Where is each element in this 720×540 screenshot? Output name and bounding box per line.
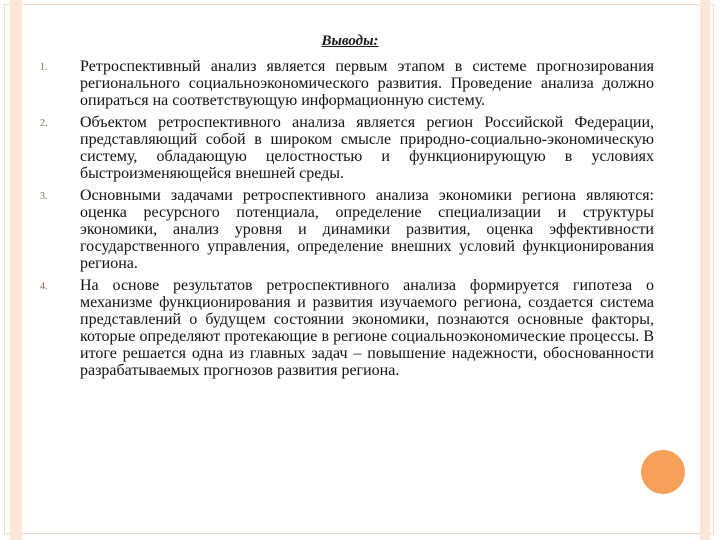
slide-title: Выводы: [321, 33, 379, 49]
list-item-number: 3. [40, 191, 48, 202]
list-item [0, 58, 720, 109]
list-item-text: Ретроспективный анализ является первым этапом в системе прогнозирования регионального социальноэкономического развития. Проведение анализа должно опираться на соответствующую информационную систему. [80, 58, 654, 109]
list-item-text: Основными задачами ретроспективного анализа экономики региона являются: оценка ресурсного потенциала, определение специализации и структуры экономики, анализ уровня и динамики развития, оценка эффективности государственного управления, определение внешних условий функционирования региона. [80, 187, 654, 272]
list-item-text: Объектом ретроспективного анализа является регион Российской Федерации, представляющий собой в широком смысле природно-социально-экономическую систему, обладающую целостностью и функционирующую в условиях быстроизменяющейся внешней среды. [80, 114, 654, 182]
list-item-number: 4. [40, 281, 48, 292]
list-item-number: 1. [40, 62, 48, 73]
list-item [0, 277, 720, 379]
list-item-number: 2. [40, 118, 48, 129]
list-item [0, 187, 720, 272]
conclusions-list [0, 58, 720, 384]
decorative-circle [641, 450, 685, 494]
list-item-text: На основе результатов ретроспективного анализа формируется гипотеза о механизме функционирования и развития изучаемого региона, создается система представлений о будущем состоянии экономики, познаются основные факторы, которые определяют протекающие в регионе социальноэкономические процессы. В итоге решается одна из главных задач – повышение надежности, обоснованности разрабатываемых прогнозов развития региона. [80, 277, 654, 379]
list-item [0, 114, 720, 182]
